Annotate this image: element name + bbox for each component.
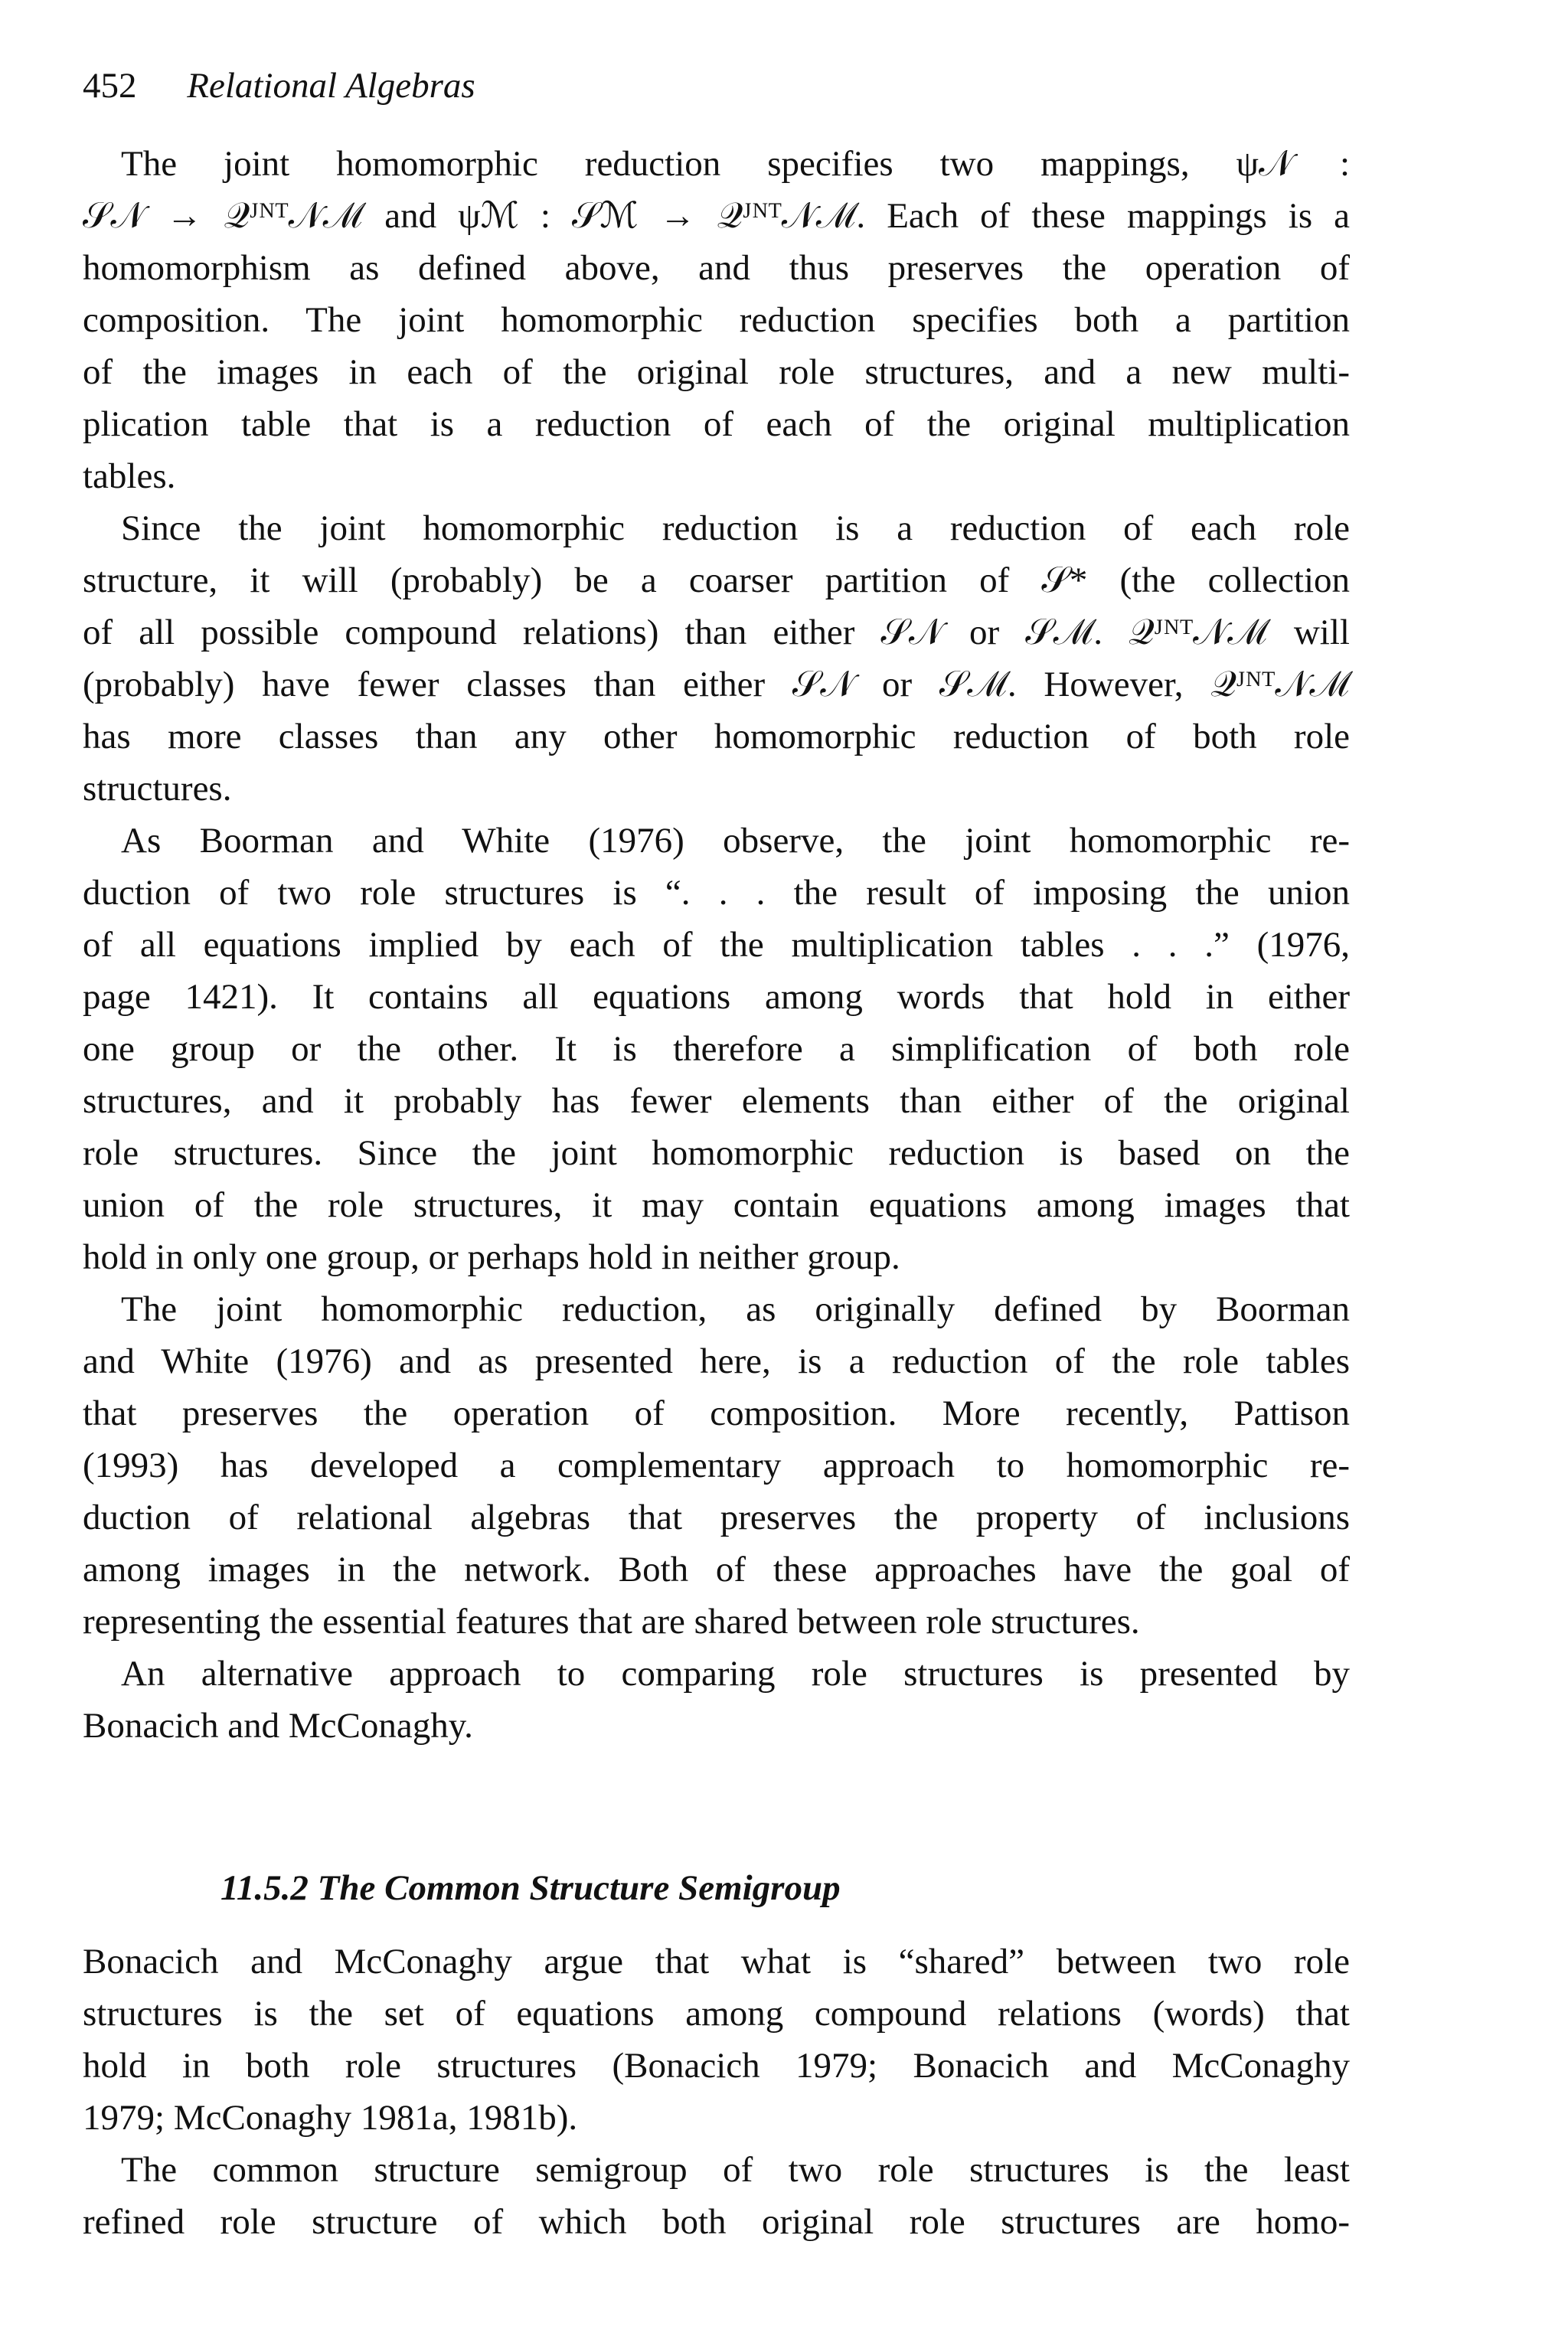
text-line: As Boorman and White (1976) observe, the joint homomorphic re- [121, 821, 1350, 861]
section-spacer [83, 1752, 1350, 1861]
paragraph [83, 502, 1350, 815]
text-line: Bonacich and McConaghy. [83, 1706, 473, 1746]
text-line: of all possible compound relations) than either 𝒮𝒩 or 𝒮ℳ. 𝒬ᴶᴺᵀ𝒩ℳ will [83, 613, 1350, 652]
text-line: 1979; McConaghy 1981a, 1981b). [83, 2098, 578, 2138]
text-line: duction of two role structures is “. . . the result of imposing the union [83, 873, 1350, 913]
text-line: structures is the set of equations among compound relations (words) that [83, 1994, 1350, 2034]
text-line: role structures. Since the joint homomorphic reduction is based on the [83, 1133, 1350, 1173]
paragraph [83, 815, 1350, 1283]
text-line: one group or the other. It is therefore a simplification of both role [83, 1029, 1350, 1069]
text-line: union of the role structures, it may contain equations among images that [83, 1185, 1350, 1225]
text-line: (probably) have fewer classes than either 𝒮𝒩 or 𝒮ℳ. However, 𝒬ᴶᴺᵀ𝒩ℳ [83, 665, 1350, 704]
text-line: The common structure semigroup of two role structures is the least [121, 2150, 1350, 2190]
text-line: composition. The joint homomorphic reduction specifies both a partition [83, 300, 1350, 340]
page-header [83, 63, 475, 109]
text-line: of all equations implied by each of the multiplication tables . . .” (1976, [83, 925, 1350, 965]
text-line: 𝒮𝒩 → 𝒬ᴶᴺᵀ𝒩ℳ and ψℳ : 𝒮ℳ → 𝒬ᴶᴺᵀ𝒩ℳ. Each of these mappings is a [83, 196, 1350, 236]
text-line: Since the joint homomorphic reduction is a reduction of each role [121, 508, 1350, 548]
running-title: Relational Algebras [187, 66, 475, 106]
text-line: representing the essential features that are shared between role structures. [83, 1602, 1140, 1642]
paragraph [83, 2144, 1350, 2248]
text-line: hold in both role structures (Bonacich 1979; Bonacich and McConaghy [83, 2046, 1350, 2086]
text-line: duction of relational algebras that preserves the property of inclusions [83, 1498, 1350, 1537]
text-line: structures, and it probably has fewer elements than either of the original [83, 1081, 1350, 1121]
text-line: plication table that is a reduction of each of the original multiplication [83, 404, 1350, 444]
section-heading: 11.5.2 The Common Structure Semigroup [220, 1868, 841, 1908]
text-line: homomorphism as defined above, and thus preserves the operation of [83, 248, 1350, 288]
text-line: refined role structure of which both original role structures are homo- [83, 2202, 1350, 2242]
text-line: has more classes than any other homomorphic reduction of both role [83, 717, 1350, 756]
text-line: The joint homomorphic reduction specifies two mappings, ψ𝒩 : [121, 144, 1350, 184]
text-line: among images in the network. Both of these approaches have the goal of [83, 1550, 1350, 1589]
text-line: (1993) has developed a complementary approach to homomorphic re- [83, 1446, 1350, 1485]
text-line: structure, it will (probably) be a coarser partition of 𝒮* (the collection [83, 560, 1350, 600]
paragraph [83, 1936, 1350, 2144]
paragraph [83, 1283, 1350, 1648]
paragraph [83, 138, 1350, 502]
text-line: An alternative approach to comparing role structures is presented by [121, 1654, 1350, 1694]
text-line: that preserves the operation of composition. More recently, Pattison [83, 1393, 1350, 1433]
text-line: Bonacich and McConaghy argue that what is “shared” between two role [83, 1942, 1350, 1982]
text-line: page 1421). It contains all equations among words that hold in either [83, 977, 1350, 1017]
page-number: 452 [83, 66, 137, 106]
text-line: and White (1976) and as presented here, is a reduction of the role tables [83, 1341, 1350, 1381]
text-line: of the images in each of the original role structures, and a new multi- [83, 352, 1350, 392]
text-line: The joint homomorphic reduction, as originally defined by Boorman [121, 1289, 1350, 1329]
text-line: structures. [83, 769, 232, 809]
page-body [83, 138, 1350, 2248]
text-line: tables. [83, 456, 176, 496]
text-line: hold in only one group, or perhaps hold in neither group. [83, 1237, 900, 1277]
paragraph [83, 1648, 1350, 1752]
